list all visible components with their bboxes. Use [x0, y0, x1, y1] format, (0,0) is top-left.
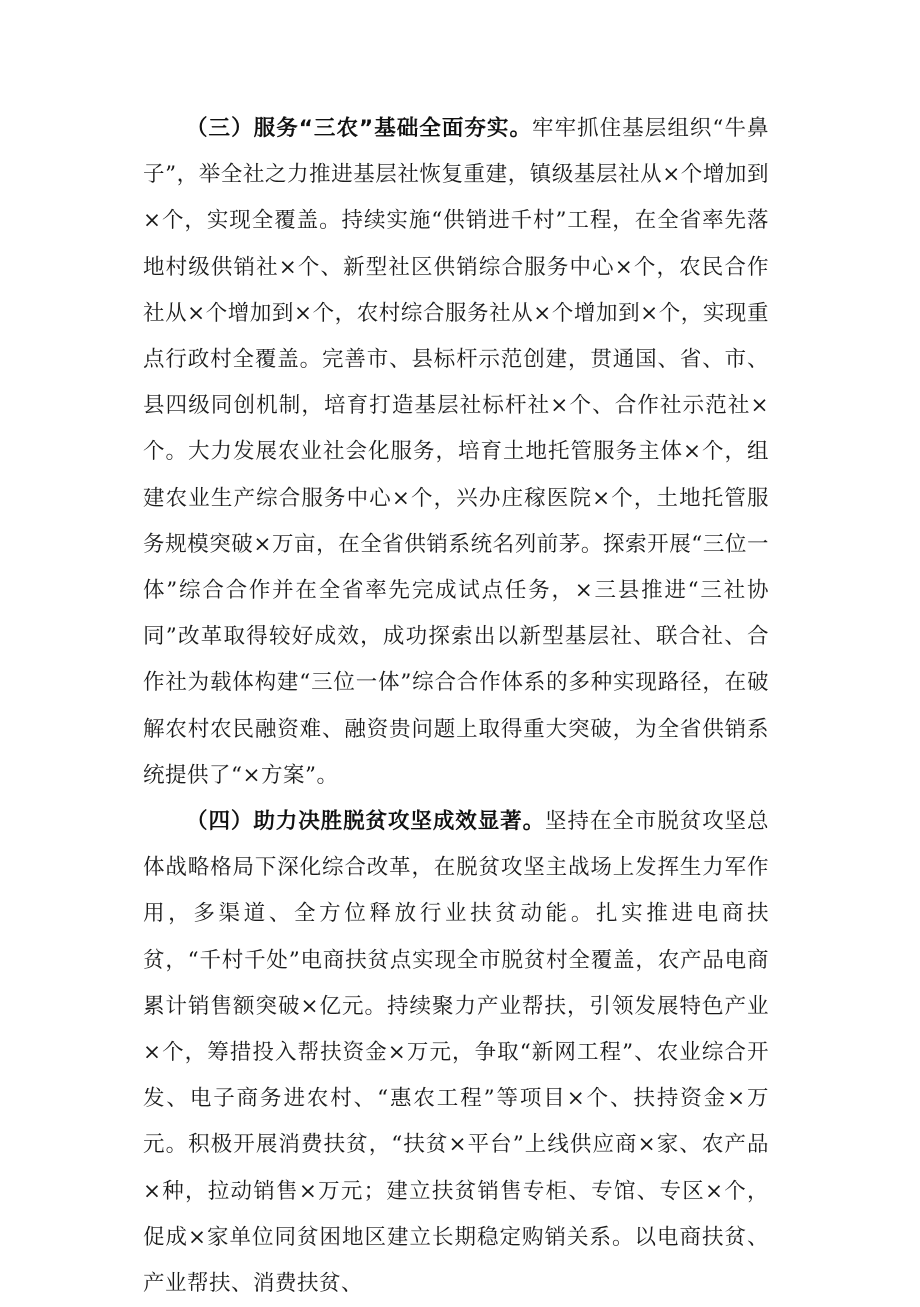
- paragraph-text: 牢牢抓住基层组织“牛鼻子”，举全社之力推进基层社恢复重建，镇级基层社从×个增加到×个，实现全覆盖。持续实施“供销进千村”工程，在全省率先落地村级供销社×个、新型社区供销综合服务中心×个，农民合作社从×个增加到×个，农村综合服务社从×个增加到×个，实现重点行政村全覆盖。完善市、县标杆示范创建，贯通国、省、市、县四级同创机制，培育打造基层社标杆社×个、合作社示范社×个。大力发展农业社会化服务，培育土地托管服务主体×个，组建农业生产综合服务中心×个，兴办庄稼医院×个，土地托管服务规模突破×万亩，在全省供销系统名列前茅。探索开展“三位一体”综合合作并在全省率先完成试点任务，×三县推进“三社协同”改革取得较好成效，成功探索出以新型基层社、联合社、合作社为载体构建“三位一体”综合合作体系的多种实现路径，在破解农村农民融资难、融资贵问题上取得重大突破，为全省供销系统提供了“×方案”。: [143, 116, 769, 788]
- document-body: [143, 106, 769, 1307]
- paragraph-heading: （三）服务“三农”基础全面夯实。: [186, 116, 533, 141]
- paragraph-rural-services: [143, 106, 769, 799]
- paragraph-text: 坚持在全市脱贫攻坚总体战略格局下深化综合改革，在脱贫攻坚主战场上发挥生力军作用，多渠道、全方位释放行业扶贫动能。扎实推进电商扶贫，“千村千处”电商扶贫点实现全市脱贫村全覆盖，农产品电商累计销售额突破×亿元。持续聚力产业帮扶，引领发展特色产业×个，筹措投入帮扶资金×万元，争取“新网工程”、农业综合开发、电子商务进农村、“惠农工程”等项目×个、扶持资金×万元。积极开展消费扶贫，“扶贫×平台”上线供应商×家、农产品×种，拉动销售×万元；建立扶贫销售专柜、专馆、专区×个，促成×家单位同贫困地区建立长期稳定购销关系。以电商扶贫、产业帮扶、消费扶贫、: [143, 809, 769, 1297]
- paragraph-heading: （四）助力决胜脱贫攻坚成效显著。: [186, 809, 546, 835]
- paragraph-poverty-alleviation: [143, 799, 769, 1307]
